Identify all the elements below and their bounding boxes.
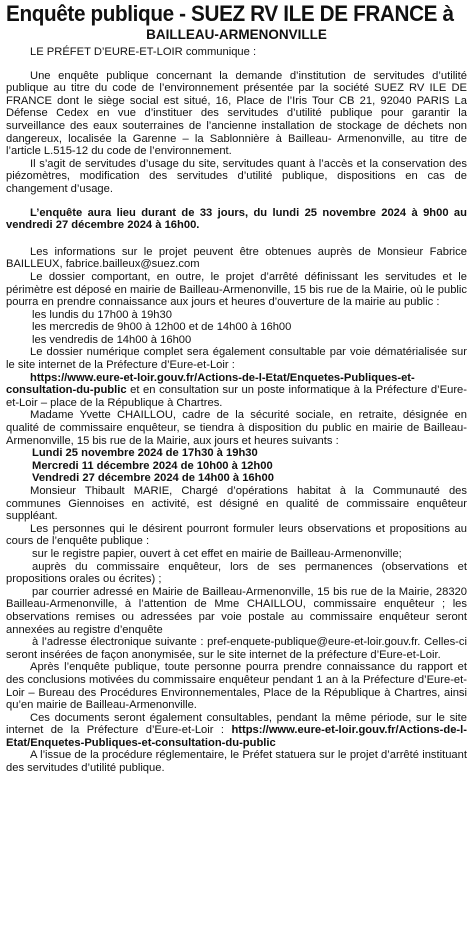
hours-item: les mercredis de 9h00 à 12h00 et de 14h00 à 16h00 bbox=[32, 321, 292, 334]
paragraph-dossier: Le dossier comportant, en outre, le projet d’arrêté définissant les servitudes et le périmètre est déposé en mairie de Bailleau-Armenonville, 15 bis rue de la Mairie, où le public pourra en prendre connaissance aux jours et heures d’ouverture de la mairie au public : bbox=[6, 270, 467, 309]
paragraph-observations: Les personnes qui le désirent pourront formuler leurs observations et propositions au cours de l’enquête publique : bbox=[6, 522, 467, 548]
observation-item: auprès du commissaire enquêteur, lors de ses permanences (observations et propositions orales ou écrites) ; bbox=[6, 560, 467, 586]
permanence-item: Vendredi 27 décembre 2024 de 14h00 à 16h00 bbox=[32, 472, 274, 485]
paragraph-dates: L’enquête aura lieu durant de 33 jours, du lundi 25 novembre 2024 à 9h00 au vendredi 27 décembre 2024 à 16h00. bbox=[6, 206, 467, 232]
website-rest: et en consultation sur un poste informatique à la Préfecture d’Eure-et-Loir – place de la République à Chartres. bbox=[6, 384, 467, 409]
paragraph-rapport: Après l’enquête publique, toute personne pourra prendre connaissance du rapport et des conclusions motivées du commissaire enquêteur pendant 1 an à la Préfecture d’Eure-et-Loir – Bureau des Procédures Environnementales, Place de la République à Chartres, ainsi qu’en mairie de Bailleau-Armenonville. bbox=[6, 661, 467, 712]
hours-item: les vendredis de 14h00 à 16h00 bbox=[32, 333, 192, 346]
website-link[interactable]: https://www.eure-et-loir.gouv.fr/Actions-de-l-Etat/Enquetes-Publiques-et-consultation-du-public bbox=[6, 371, 415, 397]
page-title: Enquête publique - SUEZ RV ILE DE FRANCE à bbox=[6, 1, 454, 26]
paragraph-servitudes: Il s’agit de servitudes d’usage du site, servitudes quant à l’accès et la conservation des piézomètres, modification des servitudes d’utilité publique, dispositions en cas de changement d’usage. bbox=[6, 157, 467, 195]
paragraph-information: Les informations sur le projet peuvent être obtenues auprès de Monsieur Fabrice BAILLEUX, fabrice.bailleux@suez.com bbox=[6, 245, 467, 271]
permanence-item: Lundi 25 novembre 2024 de 17h30 à 19h30 bbox=[32, 447, 258, 460]
paragraph-conclusion: A l’issue de la procédure réglementaire, le Préfet statuera sur le projet d’arrêté instituant des servitudes d’utilité publique. bbox=[6, 749, 467, 775]
paragraph-documents bbox=[6, 712, 467, 750]
permanence-item: Mercredi 11 décembre 2024 de 10h00 à 12h00 bbox=[32, 459, 273, 472]
paragraph-digital: Le dossier numérique complet sera également consultable par voie dématérialisée sur le site internet de la Préfecture d’Eure-et-Loir : bbox=[6, 346, 467, 372]
paragraph-object: Une enquête publique concernant la demande d’institution de servitudes d’utilité publique au titre du code de l’environnement présentée par la société SUEZ RV ILE DE FRANCE dont le siège social est situé, 16, Place de l’Iris Tour CB 21, 92040 PARIS La Défense Cedex en vue d’instituer des servitudes d’utilité publique pour garantir la surveillance des eaux souterraines de l’ancienne installation de stockage de déchets non dangereux, localisée la Garenne – la Sablonnière à Bailleau- Armenonville, au titre de l’article L.515-12 du code de l’environnement. bbox=[6, 69, 467, 158]
paragraph-commissaire: Madame Yvette CHAILLOU, cadre de la sécurité sociale, en retraite, désignée en qualité de commissaire enquêteur, se tiendra à disposition du public en mairie de Bailleau-Armenonville, 15 bis rue de la Mairie, aux jours et heures suivants : bbox=[6, 409, 467, 447]
paragraph-suppleant: Monsieur Thibault MARIE, Chargé d’opérations habitat à la Communauté des communes Giennoises en activité, est désigné en qualité de commissaire enquêteur suppléant. bbox=[6, 485, 467, 523]
page-subtitle: BAILLEAU-ARMENONVILLE bbox=[146, 27, 327, 42]
intro-line: LE PRÉFET D’EURE-ET-LOIR communique : bbox=[30, 46, 257, 58]
observation-item: sur le registre papier, ouvert à cet effet en mairie de Bailleau-Armenonville; bbox=[32, 547, 402, 560]
hours-item: les lundis du 17h00 à 19h30 bbox=[32, 308, 172, 321]
documents-link[interactable]: https://www.eure-et-loir.gouv.fr/Actions-de-l-Etat/Enquetes-Publiques-et-consultation-du-public bbox=[6, 724, 467, 749]
paragraph-website bbox=[6, 372, 467, 410]
documents-text: Ces documents seront également consultables, pendant la même période, sur le site internet de la Préfecture d’Eure-et-Loir : bbox=[6, 711, 467, 737]
observation-item: par courrier adressé en Mairie de Bailleau-Armenonville, 15 bis rue de la Mairie, 28320 Bailleau-Armenonville, à l’attention de Mme CHAILLOU, commissaire enquêteur ; les observations remises ou adressées par voie postale au commissaire enquêteur seront annexées au registre d’enquête bbox=[6, 585, 467, 636]
observation-item: à l’adresse électronique suivante : pref-enquete-publique@eure-et-loir.gouv.fr. Celles-ci seront insérées de façon anonymisée, sur le site internet de la préfecture d’Eure-et-Loir. bbox=[6, 636, 467, 661]
